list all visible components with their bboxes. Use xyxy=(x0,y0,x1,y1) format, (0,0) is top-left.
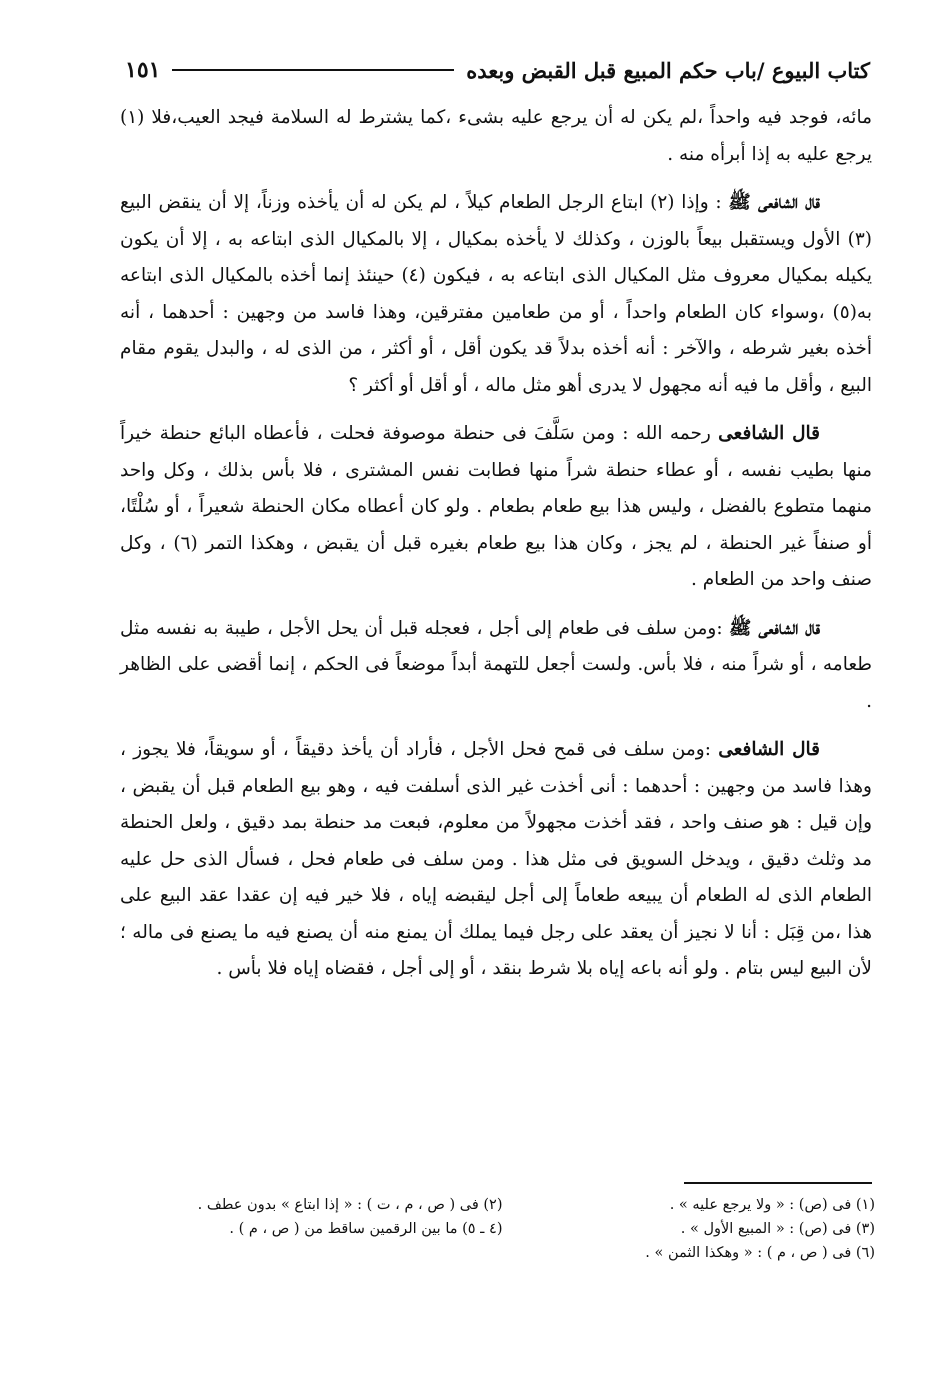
page-header xyxy=(125,50,870,90)
footnote-empty xyxy=(130,1241,503,1265)
footnote-6: (٦) فى ( ص ، م ) : « وهكذا الثمن » . xyxy=(645,1245,875,1261)
speaker-lead: قال الشافعى ﷺ xyxy=(728,192,820,213)
footnote-row xyxy=(130,1193,875,1217)
paragraph-1 xyxy=(120,100,872,173)
paragraph-2 xyxy=(120,185,872,404)
footnote-row xyxy=(130,1241,875,1265)
speaker-lead: قال الشافعى xyxy=(718,423,820,444)
paragraph-text: : وإذا (٢) ابتاع الرجل الطعام كيلاً ، لم يكن له أن يأخذه وزناً، إلا أن ينقض البيع (٣) الأول ويستقبل بيعاً بالوزن ، وكذلك لا يأخذه بمكيال ، إلا بالمكيال الذى ابتاعه به ، إلا أن يكون يكيله بمكيال معروف مثل المكيال الذى ابتاعه به ، فيكون (٤) حينئذ إنما أخذه بالمكيال الذى ابتاعه به(٥) ،وسواء كان الطعام واحداً ، أو من طعامين مفترقين، وهذا فاسد من وجهين : أحدهما ، أنه أخذه بغير شرطه ، والآخر : أنه أخذه بدلاً قد يكون أقل ، أو أكثر ، من الذى له ، والبدل يقوم مقام البيع ، وأقل ما فيه أنه مجهول لا يدرى أهو مثل ماله ، أو أقل أو أكثر ؟ xyxy=(120,192,872,396)
speaker-lead: قال الشافعى ﷺ xyxy=(729,617,820,639)
footnote-4-5: (٤ ـ ٥) ما بين الرقمين ساقط من ( ص ، م ) . xyxy=(229,1221,503,1237)
footnote-rule xyxy=(684,1182,872,1184)
header-rule xyxy=(172,69,454,71)
paragraph-5 xyxy=(120,732,872,988)
paragraph-text: :ومن سلف فى طعام إلى أجل ، فعجله قبل أن يحل الأجل ، طيبة به نفسه مثل طعامه ، أو شراً منه ، فلا بأس. ولست أجعل للتهمة أبداً موضعاً فى الحكم ، إنما أقضى على الظاهر . xyxy=(120,617,872,712)
paragraph-text: :ومن سلف فى قمح فحل الأجل ، فأراد أن يأخذ دقيقاً ، أو سويقاً، فلا يجوز ، وهذا فاسد من وجهين : أحدهما : أنى أخذت غير الذى أسلفت فيه ، وهو بيع الطعام قبل أن يقبض ، وإن قيل : هو صنف واحد ، فقد أخذت مجهولاً من معلوم، فبعت مد حنطة بمد دقيق ، ولعل الحنطة مد وثلث دقيق ، ويدخل السويق فى مثل هذا . ومن سلف فى طعام فحل ، فسأل الذى حل عليه الطعام الذى له الطعام أن يبيعه طعاماً إلى أجل ليقبضه إياه ، فلا خير فيه إن عقدا عقد البيع على هذا ،من قِبَل : أنا لا نجيز أن يعقد على رجل فيما يملك أن يمنع منه أن يصنع فيه ما يصنع فى ماله ؛ لأن البيع ليس بتام . ولو أنه باعه إياه بلا شرط بنقد ، أو إلى أجل ، فقضاه إياه فلا بأس . xyxy=(120,739,872,979)
paragraph-text: رحمه الله : ومن سَلَّفَ فى حنطة موصوفة فحلت ، فأعطاه البائع حنطة خيراً منها بطيب نفسه ، أو عطاء حنطة شراً منها فطابت نفس المشترى ، فلا بأس بذلك ، وكل واحد منهما متطوع بالفضل ، وليس هذا بيع طعام بطعام . ولو كان أعطاه مكان الحنطة شعيراً ، أو سُلْتًا، أو صنفاً غير الحنطة ، لم يجز ، وكان هذا بيع طعام بغيره قبل أن يقبض ، وهكذا التمر (٦) ، وكل صنف واحد من الطعام . xyxy=(120,423,872,590)
footnotes xyxy=(130,1193,875,1265)
paragraph-text: مائه، فوجد فيه واحداً ،لم يكن له أن يرجع عليه بشىء ،كما يشترط له السلامة فيجد العيب،فلا (١) يرجع عليه به إذا أبرأه منه . xyxy=(120,107,872,165)
speaker-lead: قال الشافعى xyxy=(718,739,820,760)
page-number: ١٥١ xyxy=(125,57,161,83)
footnote-2: (٢) فى ( ص ، م ، ت ) : « إذا ابتاع » بدون عطف . xyxy=(197,1197,503,1213)
running-title: كتاب البيوع /باب حكم المبيع قبل القبض وبعده xyxy=(466,57,870,83)
footnote-row xyxy=(130,1217,875,1241)
paragraph-3 xyxy=(120,416,872,599)
footnote-1: (١) فى (ص) : « ولا يرجع عليه » . xyxy=(669,1197,875,1213)
paragraph-4 xyxy=(120,611,872,721)
main-text xyxy=(120,100,872,1000)
footnote-3: (٣) فى (ص) : « المبيع الأول » . xyxy=(680,1221,875,1237)
